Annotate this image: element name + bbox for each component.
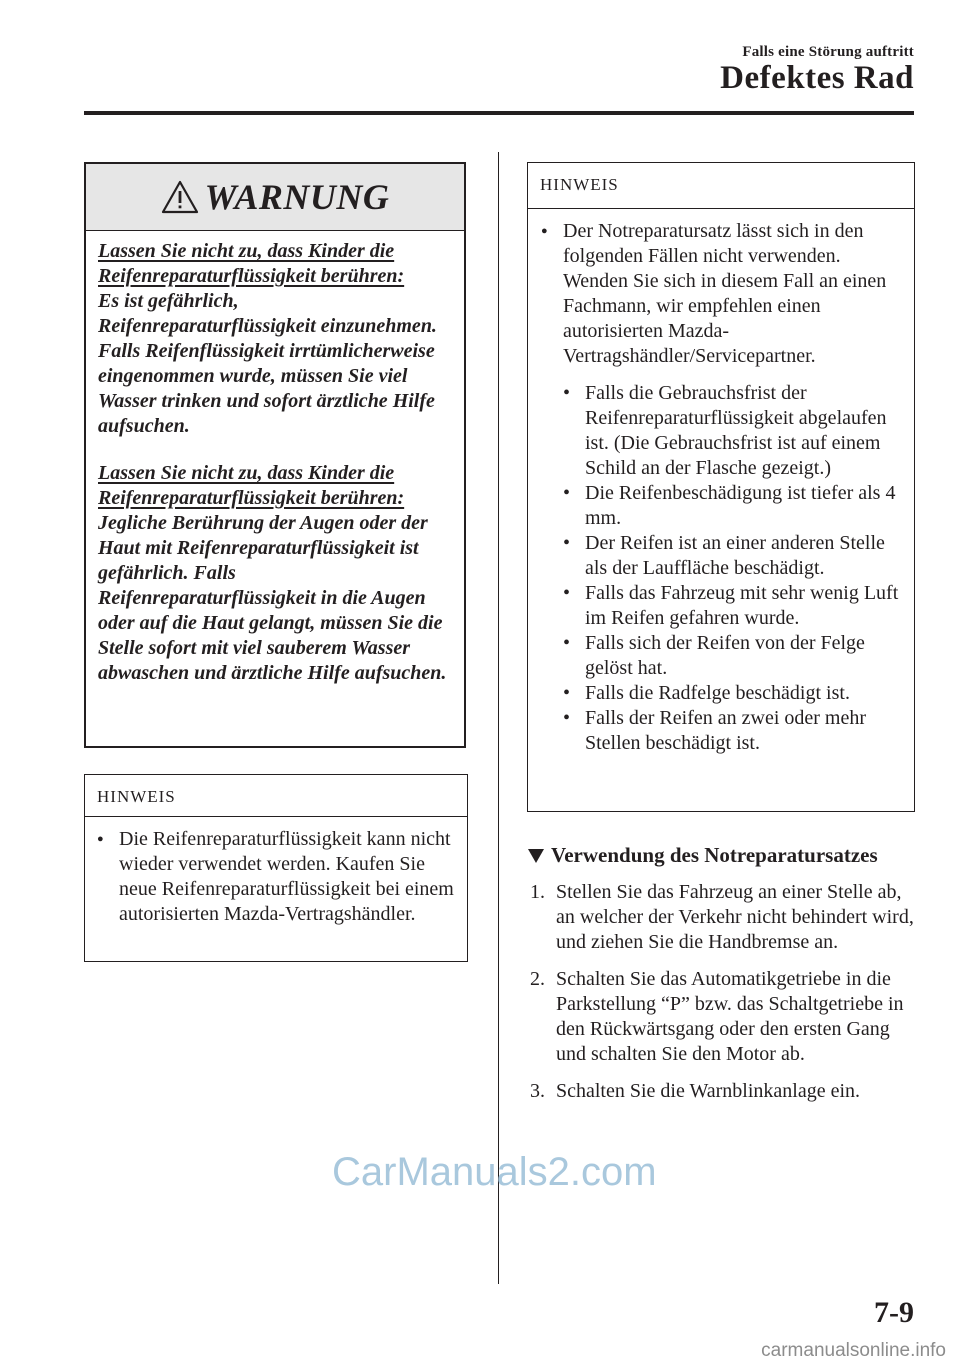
sub-bullet-icon: • bbox=[563, 482, 571, 504]
note-box-restrictions bbox=[527, 162, 915, 812]
section-label: Falls eine Störung auftritt bbox=[742, 44, 914, 60]
warning-lead: Lassen Sie nicht zu, dass Kinder die Reifenreparaturflüssigkeit berühren: bbox=[98, 240, 405, 287]
footer-site-link[interactable]: carmanualsonline.info bbox=[761, 1340, 946, 1361]
step-number: 3. bbox=[530, 1080, 545, 1102]
step-number: 1. bbox=[530, 881, 545, 903]
note-bullet bbox=[541, 219, 906, 369]
list-item-text: Falls die Gebrauchsfrist der Reifenreparaturflüssigkeit abgelaufen ist. (Die Gebrauchsfrist ist auf einem Schild an der Flasche gezeigt.) bbox=[585, 382, 887, 479]
list-item bbox=[563, 631, 906, 681]
warning-text: Jegliche Berührung der Augen oder der Haut mit Reifenreparaturflüssigkeit ist gefährlich. Falls Reifenreparaturflüssigkeit in die Augen oder auf die Haut gelangt, müssen Sie die Stelle sofort mit viel sauberem Wasser abwaschen und ärztliche Hilfe aufsuchen. bbox=[98, 512, 447, 684]
bullet-dot-icon: ● bbox=[97, 833, 104, 845]
bullet-dot-icon: ● bbox=[541, 225, 548, 237]
steps-list bbox=[530, 880, 920, 1116]
warning-title: WARNUNG bbox=[204, 177, 390, 217]
warning-body bbox=[86, 231, 464, 686]
sub-bullet-icon: • bbox=[563, 382, 571, 404]
list-item-text: Der Reifen ist an einer anderen Stelle als der Lauffläche beschädigt. bbox=[585, 532, 885, 579]
sub-bullet-icon: • bbox=[563, 707, 571, 729]
list-item-text: Falls sich der Reifen von der Felge gelöst hat. bbox=[585, 632, 865, 679]
warning-box bbox=[84, 162, 466, 748]
list-item-text: Falls der Reifen an zwei oder mehr Stellen beschädigt ist. bbox=[585, 707, 867, 754]
header-rule bbox=[84, 111, 914, 115]
warning-triangle-icon bbox=[161, 180, 199, 214]
sub-bullet-icon: • bbox=[563, 632, 571, 654]
list-item bbox=[530, 967, 920, 1067]
list-item bbox=[530, 1079, 920, 1104]
note-title: HINWEIS bbox=[528, 163, 914, 209]
note-bullet-text: Die Reifenreparaturflüssigkeit kann nicht wieder verwendet werden. Kaufen Sie neue Reifenreparaturflüssigkeit bei einem autorisierten Mazda-Vertragshändler. bbox=[119, 828, 454, 925]
page-number: 7-9 bbox=[874, 1296, 914, 1329]
page-title: Defektes Rad bbox=[720, 60, 914, 96]
column-divider bbox=[498, 152, 499, 1284]
warning-paragraph bbox=[98, 461, 454, 686]
list-item bbox=[563, 706, 906, 756]
list-item bbox=[563, 681, 906, 706]
list-item-text: Falls die Radfelge beschädigt ist. bbox=[585, 682, 850, 704]
list-item-text: Die Reifenbeschädigung ist tiefer als 4 mm. bbox=[585, 482, 896, 529]
note-bullet bbox=[97, 827, 459, 927]
note-body bbox=[528, 209, 914, 756]
list-item bbox=[563, 531, 906, 581]
list-item-text: Falls das Fahrzeug mit sehr wenig Luft im Reifen gefahren wurde. bbox=[585, 582, 899, 629]
list-item bbox=[530, 880, 920, 955]
warning-header bbox=[86, 164, 464, 231]
list-item bbox=[563, 581, 906, 631]
list-item bbox=[563, 481, 906, 531]
step-text: Schalten Sie das Automatikgetriebe in die Parkstellung “P” bzw. das Schaltgetriebe in den Rückwärtsgang oder den ersten Gang und schalten Sie den Motor ab. bbox=[556, 968, 904, 1065]
sub-bullet-icon: • bbox=[563, 682, 571, 704]
triangle-down-icon bbox=[527, 848, 545, 864]
note-title: HINWEIS bbox=[85, 775, 467, 817]
note-bullet-text: Der Notreparatursatz lässt sich in den folgenden Fällen nicht verwenden. Wenden Sie sich in diesem Fall an einen Fachmann, wir empfehlen einen autorisierten Mazda-Vertragshändler/Servicepartner. bbox=[563, 220, 887, 367]
note-body bbox=[85, 817, 467, 927]
warning-paragraph bbox=[98, 239, 454, 439]
section-heading bbox=[527, 843, 878, 868]
note-box-reuse bbox=[84, 774, 468, 962]
step-number: 2. bbox=[530, 968, 545, 990]
sub-bullet-icon: • bbox=[563, 582, 571, 604]
sub-bullet-icon: • bbox=[563, 532, 571, 554]
warning-text: Es ist gefährlich, Reifenreparaturflüssigkeit einzunehmen. Falls Reifenflüssigkeit irrtümlicherweise eingenommen wurde, müssen Sie viel Wasser trinken und sofort ärztliche Hilfe aufsuchen. bbox=[98, 290, 437, 437]
step-text: Stellen Sie das Fahrzeug an einer Stelle ab, an welcher der Verkehr nicht behindert wird, und ziehen Sie die Handbremse an. bbox=[556, 881, 914, 953]
list-item bbox=[563, 381, 906, 481]
step-text: Schalten Sie die Warnblinkanlage ein. bbox=[556, 1080, 861, 1102]
section-heading-text: Verwendung des Notreparatursatzes bbox=[551, 843, 878, 867]
warning-lead: Lassen Sie nicht zu, dass Kinder die Reifenreparaturflüssigkeit berühren: bbox=[98, 462, 405, 509]
sub-list bbox=[541, 381, 906, 756]
watermark: CarManuals2.com bbox=[332, 1150, 657, 1194]
